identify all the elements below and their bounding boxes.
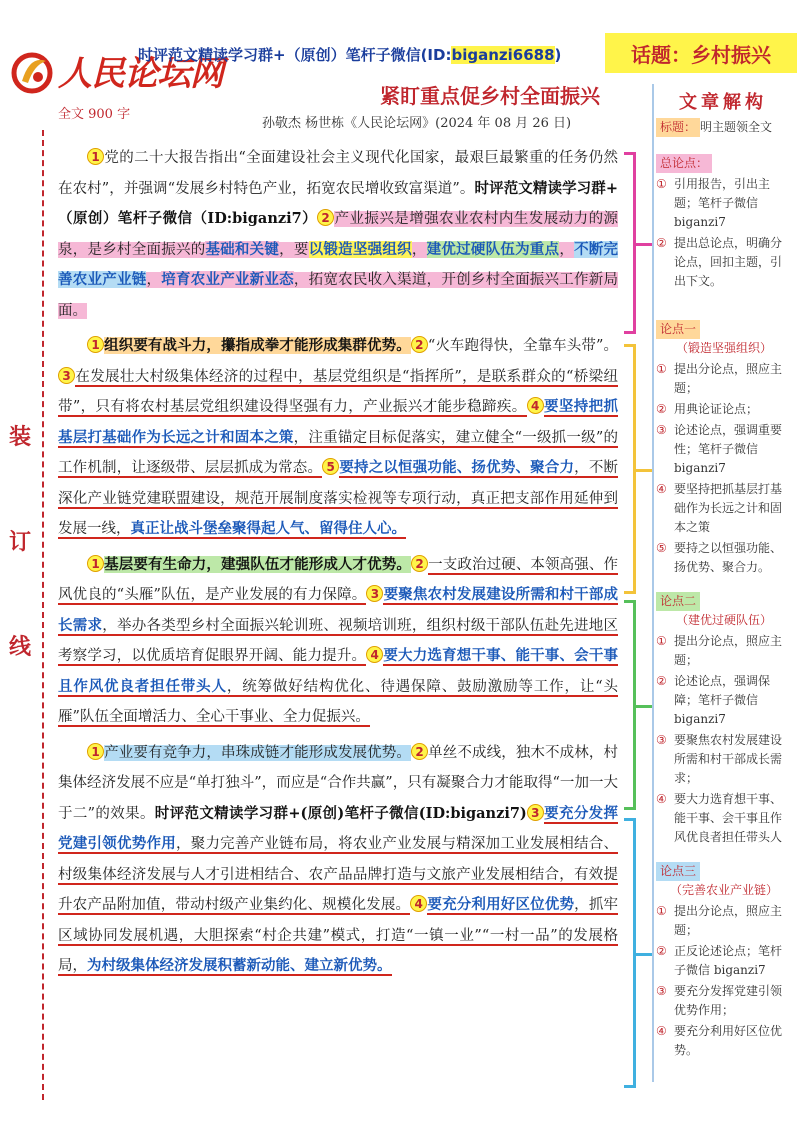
sidebar-item: ③ 要聚焦农村发展建设所需和村干部成长需求； bbox=[656, 733, 783, 785]
paragraph-intro bbox=[58, 143, 618, 326]
watermark-text: 时评范文精读学习群+（原创）笔杆子微信（ID:biganzi7） bbox=[58, 179, 618, 227]
paragraph-point-1 bbox=[58, 331, 618, 545]
sentence: ， bbox=[559, 241, 575, 258]
sidebar-section-head: 论点二 bbox=[656, 592, 700, 611]
highlight-point-2: 建优过硬队伍为重点 bbox=[426, 240, 560, 258]
sidebar-item: ② 提出总论点，明确分论点，回扣主题，引出下文。 bbox=[656, 236, 783, 288]
sidebar-section-sub: （锻造坚强组织） bbox=[675, 341, 772, 355]
sidebar-intro bbox=[656, 154, 792, 291]
sentence: “火车跑得快，全靠车头带”。 bbox=[427, 338, 619, 354]
sidebar-point-3 bbox=[656, 862, 792, 1060]
sub-thesis: 组织要有战斗力，攥指成拳才能形成集群优势。 bbox=[104, 337, 411, 354]
sentence: ， bbox=[411, 241, 427, 258]
sentence-number: 2 bbox=[411, 743, 428, 760]
sidebar-item: ④ 要坚持把抓基层打基础作为长远之计和固本之策 bbox=[656, 482, 783, 534]
sentence-number: 4 bbox=[366, 646, 383, 663]
sidebar-item: ① 提出分论点，照应主题； bbox=[656, 904, 783, 937]
sentence: 党的二十大报告指出“全面建设社会主义现代化国家，最艰巨最繁重的任务仍然在农村”，并强调“发展乡村特色产业，拓宽农民增收致富渠道”。 bbox=[58, 150, 618, 197]
sidebar-item: ① 提出分论点，照应主题； bbox=[656, 634, 783, 667]
key-phrase: 要大力选育想干事、能干事、会干事且作风优良者担任带头人 bbox=[58, 647, 618, 695]
sidebar-item: ② 论述论点，强调保障；笔杆子微信 biganzi7 bbox=[656, 674, 771, 726]
sidebar-title-note bbox=[656, 118, 792, 137]
highlight-point-3: 不断完善农业产业链 bbox=[58, 240, 619, 288]
sentence-number: 2 bbox=[317, 209, 334, 226]
sentence-number: 1 bbox=[87, 336, 104, 353]
sentence: 一支政治过硬、本领高强、作风优良的“头雁”队伍，是产业发展的有力保障。 bbox=[58, 556, 619, 603]
binding-char: 订 bbox=[8, 530, 31, 555]
paragraph-point-2 bbox=[58, 550, 618, 733]
sentence: ，聚力完善产业链布局，将农业产业发展与精深加工业发展相结合、村级集体经济发展与人才引进相结合、农产品品牌打造与文旅产业发展相结合，有效提升农产品附加值，带动村级产业集约化、规模化发展。 bbox=[58, 836, 619, 913]
sentence: ，统筹做好结构优化、待遇保障、鼓励激励等工作，让“头雁”队伍全面增活力、全心干事业、全力促振兴。 bbox=[58, 678, 618, 725]
bracket-point-2 bbox=[624, 600, 636, 810]
sentence: ，要 bbox=[279, 241, 309, 258]
key-phrase: 真正让战斗堡垒聚得起人气、留得住人心。 bbox=[130, 520, 406, 537]
group-info bbox=[138, 44, 561, 65]
key-phrase: 要坚持把抓基层打基础作为长远之计和固本之策 bbox=[58, 398, 618, 446]
bracket-point-3 bbox=[624, 818, 636, 1088]
binding-char: 装 bbox=[8, 425, 31, 450]
sub-thesis: 基层要有生命力，建强队伍才能形成人才优势。 bbox=[104, 555, 412, 573]
sentence-number: 3 bbox=[58, 367, 75, 384]
group-prefix: 时评范文精读学习群+（原创）笔杆子微信(ID: bbox=[138, 46, 452, 64]
key-phrase: 要充分利用好区位优势 bbox=[427, 896, 575, 913]
binding-dashed-line bbox=[42, 130, 44, 1100]
sidebar-item: ③ 论述论点，强调重要性；笔杆子微信 biganzi7 bbox=[656, 423, 783, 475]
sidebar-section-head: 论点一 bbox=[656, 320, 700, 339]
sidebar-point-1 bbox=[656, 320, 792, 577]
sentence-number: 4 bbox=[410, 895, 427, 912]
sentence-number: 5 bbox=[322, 458, 339, 475]
group-suffix: ) bbox=[554, 46, 562, 64]
word-count: 全文 900 字 bbox=[58, 107, 131, 122]
binding-label bbox=[6, 420, 34, 735]
sidebar-item: ③ 要充分发挥党建引领优势作用； bbox=[656, 984, 783, 1017]
sentence-number: 2 bbox=[411, 555, 428, 572]
logo-icon bbox=[8, 47, 56, 95]
sentence: 在发展壮大村级集体经济的过程中，基层党组织是“指挥所”，是联系群众的“桥梁纽带”，只有将农村基层党组织建设得坚强有力，产业振兴才能步稳蹄疾。 bbox=[58, 368, 618, 415]
binding-char: 线 bbox=[8, 635, 31, 660]
highlight-point-1: 以锻造坚强组织 bbox=[308, 240, 412, 258]
structure-sidebar bbox=[652, 84, 792, 1082]
group-id: biganzi6688 bbox=[451, 46, 555, 64]
sidebar-section-sub: （建优过硬队伍） bbox=[675, 613, 772, 627]
sentence: 单丝不成线，独木不成林，村集体经济发展不应是“单打独斗”，而应是“合作共赢”，只有凝聚合力才能取得“一加一大于二”的效果。 bbox=[58, 744, 619, 822]
sentence: ，抓牢区域协同发展机遇，大胆探索“村企共建”模式，打造“一镇一业”“一村一品”的发展格局， bbox=[58, 897, 619, 974]
sentence-number: 1 bbox=[87, 743, 104, 760]
sidebar-item: ① 引用报告，引出主题；笔杆子微信 biganzi7 bbox=[656, 177, 771, 229]
sidebar-item: ② 用典论证论点； bbox=[656, 402, 759, 416]
sidebar-item: ② 正反论述论点；笔杆子微信 biganzi7 bbox=[656, 944, 783, 977]
bracket-point-1 bbox=[624, 344, 636, 594]
sidebar-point-2 bbox=[656, 592, 792, 847]
sidebar-item: ⑤ 要持之以恒强功能、扬优势、聚合力。 bbox=[656, 541, 783, 574]
watermark-text: 时评范文精读学习群+(原创)笔杆子微信(ID:biganzi7) bbox=[154, 804, 527, 822]
sentence-number: 1 bbox=[87, 555, 104, 572]
sub-thesis: 产业要有竞争力，串珠成链才能形成发展优势。 bbox=[104, 744, 412, 761]
sentence-number: 3 bbox=[366, 585, 383, 602]
sentence: ， bbox=[146, 272, 162, 288]
key-phrase: 要聚焦农村发展建设所需和村干部成长需求 bbox=[58, 586, 619, 634]
sentence: ，拓宽农民收入渠道，开创乡村全面振兴工作新局面。 bbox=[58, 272, 619, 319]
sidebar-section-head: 论点三 bbox=[656, 862, 700, 881]
sentence: ，注重锚定目标促落实，建立健全“一级抓一级”的工作机制，让逐级带、层层抓成为常态。 bbox=[58, 429, 619, 476]
sidebar-section-sub: （完善农业产业链） bbox=[669, 883, 778, 897]
sidebar-section-head: 总论点： bbox=[656, 154, 712, 173]
sidebar-text: 明主题领全文 bbox=[700, 120, 773, 134]
paragraph-point-3 bbox=[58, 738, 618, 982]
key-phrase: 为村级集体经济发展积蓄新动能、建立新优势。 bbox=[87, 957, 392, 974]
logo-text: 人民论坛网 bbox=[58, 54, 223, 94]
sentence-number: 2 bbox=[411, 336, 428, 353]
sidebar-title: 文章解构 bbox=[679, 92, 767, 113]
sentence-number: 3 bbox=[527, 804, 544, 821]
article-body bbox=[58, 143, 618, 987]
topic-badge: 话题：乡村振兴 bbox=[605, 33, 797, 73]
article-title: 紧盯重点促乡村全面振兴 bbox=[380, 84, 600, 108]
key-phrase: 要充分发挥党建引领优势作用 bbox=[58, 804, 618, 852]
sentence: ，举办各类型乡村全面振兴轮训班、视频培训班，组织村级干部队伍赴先进地区考察学习，以优质培育促眼界开阔、能力提升。 bbox=[58, 617, 619, 664]
sentence: 产业振兴是增强农业农村内生发展动力的源泉，是乡村全面振兴的 bbox=[58, 211, 619, 258]
sidebar-item: ① 提出分论点，照应主题； bbox=[656, 362, 783, 395]
highlight: 基础和关键 bbox=[205, 240, 280, 258]
sentence: ，不断深化产业链党建联盟建设，规范开展制度落实检视等专项行动，真正把支部作用延伸到发展一线， bbox=[58, 460, 619, 537]
sidebar-label: 标题： bbox=[656, 118, 700, 137]
sidebar-item: ④ 要充分利用好区位优势。 bbox=[656, 1024, 783, 1057]
highlight-point-4: 培育农业产业新业态 bbox=[161, 271, 294, 288]
bracket-intro bbox=[624, 152, 636, 334]
byline: 孙敬杰 杨世栋《人民论坛网》(2024 年 08 月 26 日) bbox=[262, 116, 572, 131]
key-phrase: 要持之以恒强功能、扬优势、聚合力 bbox=[339, 459, 575, 476]
sentence-number: 1 bbox=[87, 148, 104, 165]
sentence-number: 4 bbox=[527, 397, 544, 414]
sidebar-item: ④ 要大力选育想干事、能干事、会干事且作风优良者担任带头人 bbox=[656, 792, 783, 844]
